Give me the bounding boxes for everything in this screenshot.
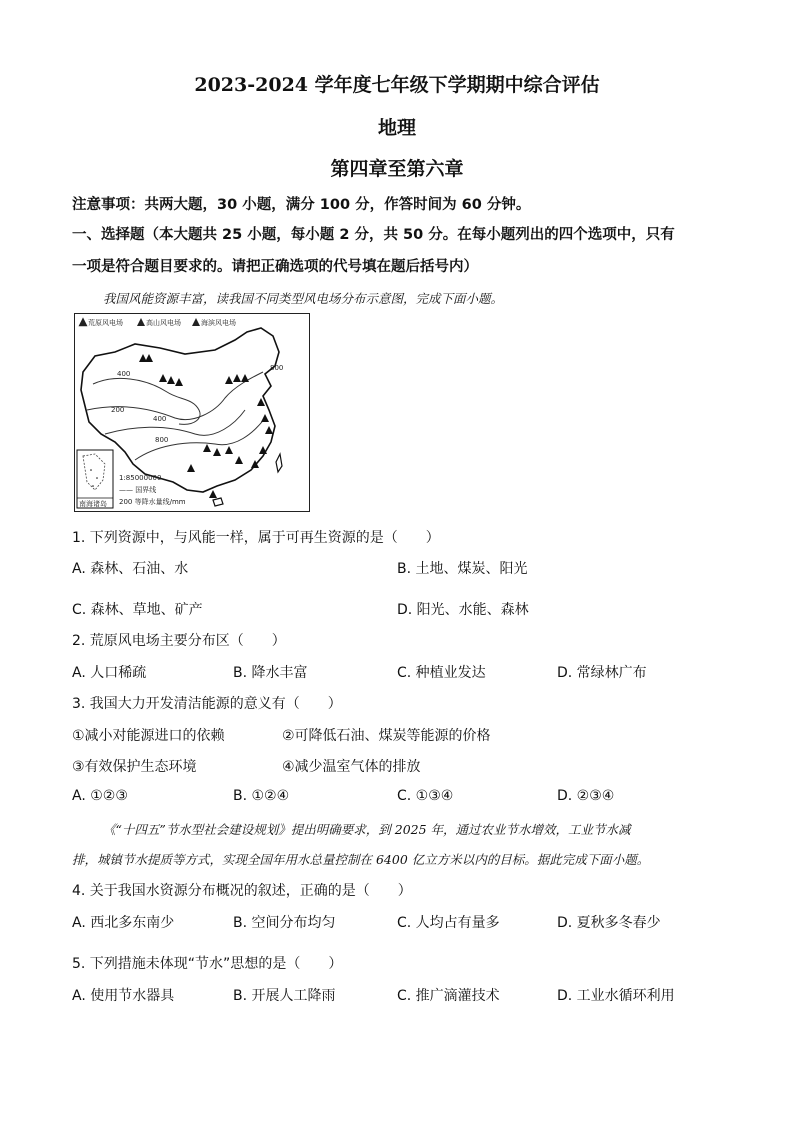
legend-isoline: 200 等降水量线/mm xyxy=(119,498,186,506)
question-2-option-d: D. 常绿林广布 xyxy=(557,665,647,681)
question-4-option-a: A. 西北多东南少 xyxy=(72,915,175,931)
question-5-option-c: C. 推广滴灌技术 xyxy=(397,988,500,1004)
isoline-label-400: 400 xyxy=(117,370,131,378)
section-heading-line2: 一项是符合题目要求的。请把正确选项的代号填在题后括号内） xyxy=(72,259,478,275)
question-4-option-c: C. 人均占有量多 xyxy=(397,915,500,931)
legend-mountain: 高山风电场 xyxy=(146,319,181,327)
question-3-statement-1: ①减小对能源进口的依赖 xyxy=(72,728,225,744)
subject-title: 地理 xyxy=(377,117,416,139)
question-1-option-a: A. 森林、石油、水 xyxy=(72,561,189,577)
question-1-option-d: D. 阳光、水能、森林 xyxy=(397,602,529,618)
map-legend xyxy=(79,318,236,327)
isoline-label-200: 200 xyxy=(111,406,125,414)
question-2-stem: 2. 荒原风电场主要分布区（ ） xyxy=(72,633,286,649)
question-1-option-c: C. 森林、草地、矿产 xyxy=(72,602,203,618)
wind-turbine-icon xyxy=(192,318,200,326)
wind-turbine-icon xyxy=(79,318,87,326)
question-1-option-b: B. 土地、煤炭、阳光 xyxy=(397,561,528,577)
wind-farm-map xyxy=(74,313,310,512)
chapter-title: 第四章至第六章 xyxy=(330,158,464,180)
legend-desert: 荒原风电场 xyxy=(88,319,123,327)
legend-border: —— 国界线 xyxy=(119,486,157,494)
legend-coastal: 海滨风电场 xyxy=(201,319,236,327)
question-5-stem: 5. 下列措施未体现“节水”思想的是（ ） xyxy=(72,956,343,972)
question-4-option-d: D. 夏秋多冬春少 xyxy=(557,915,661,931)
section-heading-line1: 一、选择题（本大题共 25 小题，每小题 2 分，共 50 分。在每小题列出的四个选项中，只有 xyxy=(72,227,675,243)
question-2-option-b: B. 降水丰富 xyxy=(233,665,308,681)
map-scale: 1:85000000 xyxy=(119,474,162,482)
isoline-label-800b: 800 xyxy=(270,364,284,372)
intro-text-2-line1: 《“十四五”节水型社会建设规划》提出明确要求，到 2025 年，通过农业节水增效，工业节水减 xyxy=(103,822,631,837)
question-4-option-b: B. 空间分布均匀 xyxy=(233,915,336,931)
question-3-option-d: D. ②③④ xyxy=(557,788,615,804)
question-4-stem: 4. 关于我国水资源分布概况的叙述，正确的是（ ） xyxy=(72,883,412,899)
question-3-statement-4: ④减少温室气体的排放 xyxy=(282,759,421,775)
question-5-option-a: A. 使用节水器具 xyxy=(72,988,175,1004)
china-map-graphic xyxy=(75,314,309,511)
question-3-option-c: C. ①③④ xyxy=(397,788,454,804)
wind-turbine-icon xyxy=(137,318,145,326)
isoline-label-800: 800 xyxy=(155,436,169,444)
notice: 注意事项：共两大题，30 小题，满分 100 分，作答时间为 60 分钟。 xyxy=(72,197,531,213)
exam-title: 2023-2024 学年度七年级下学期期中综合评估 xyxy=(194,74,600,96)
question-2-option-c: C. 种植业发达 xyxy=(397,665,486,681)
question-3-statement-2: ②可降低石油、煤炭等能源的价格 xyxy=(282,728,491,744)
question-3-stem: 3. 我国大力开发清洁能源的意义有（ ） xyxy=(72,696,342,712)
question-3-statement-3: ③有效保护生态环境 xyxy=(72,759,197,775)
intro-text-1: 我国风能资源丰富，读我国不同类型风电场分布示意图，完成下面小题。 xyxy=(103,291,504,306)
inset-label: 南海诸岛 xyxy=(79,500,107,508)
isoline-label-400b: 400 xyxy=(153,415,167,423)
question-1-stem: 1. 下列资源中，与风能一样，属于可再生资源的是（ ） xyxy=(72,530,440,546)
question-2-option-a: A. 人口稀疏 xyxy=(72,665,147,681)
question-5-option-d: D. 工业水循环利用 xyxy=(557,988,675,1004)
question-3-option-a: A. ①②③ xyxy=(72,788,128,804)
question-5-option-b: B. 开展人工降雨 xyxy=(233,988,336,1004)
intro-text-2-line2: 排，城镇节水提质等方式，实现全国年用水总量控制在 6400 亿立方米以内的目标。据此完成下面小题。 xyxy=(72,852,650,867)
question-3-option-b: B. ①②④ xyxy=(233,788,290,804)
south-china-sea-inset xyxy=(77,450,113,508)
